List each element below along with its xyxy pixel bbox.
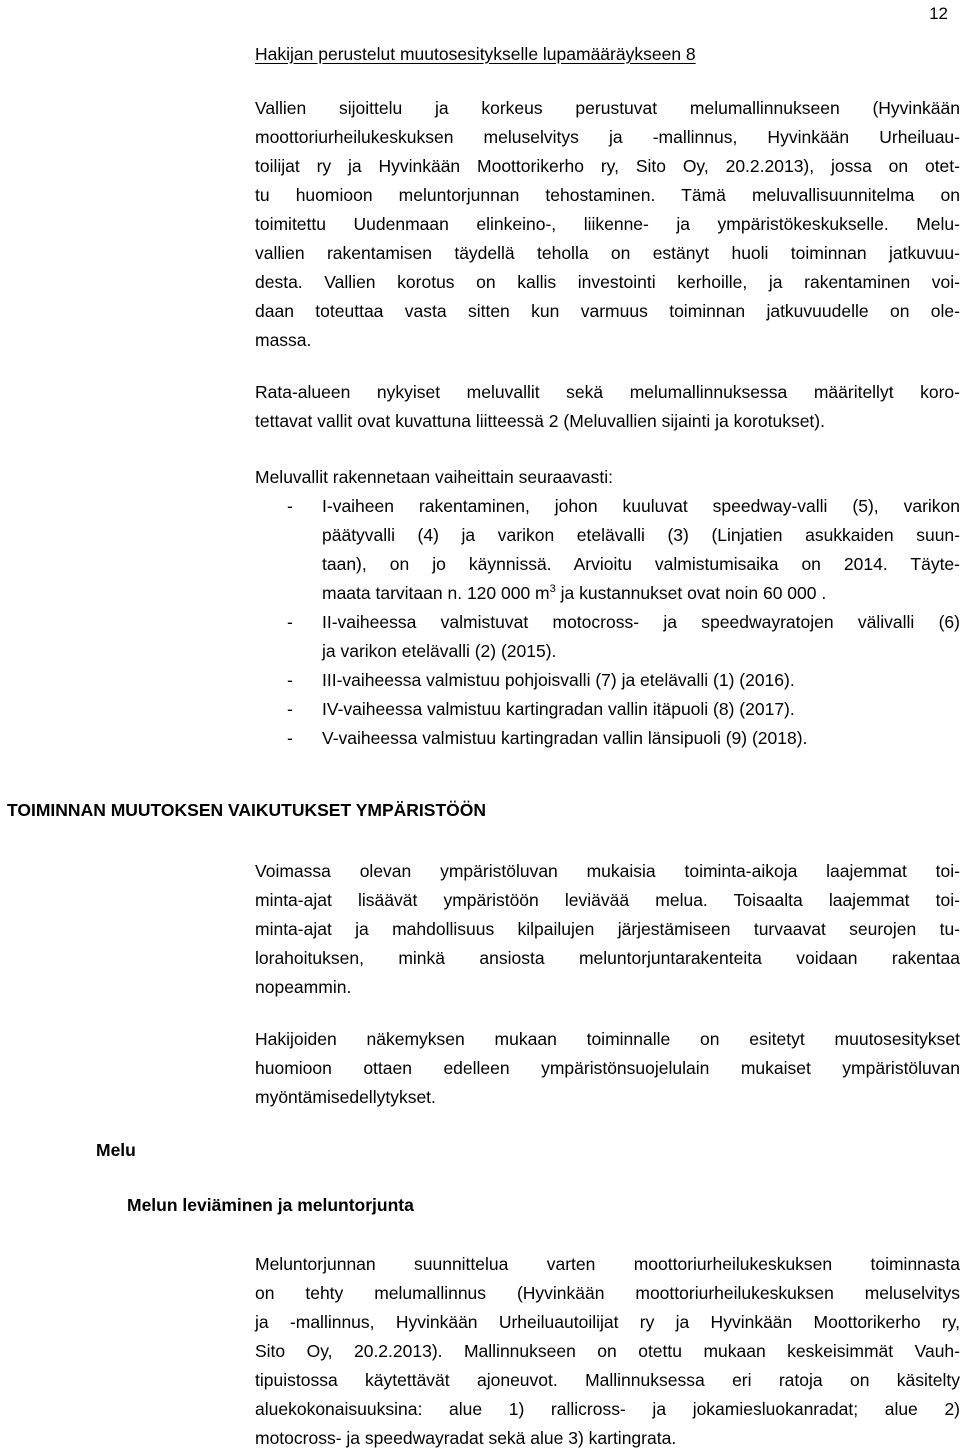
text-line: Meluntorjunnan suunnittelua varten moottoriurheilukeskuksen toiminnasta xyxy=(255,1254,960,1274)
text-line: daan toteuttaa vasta sitten kun varmuus toiminnan jatkuvuudelle on ole- xyxy=(255,301,960,321)
text-line: lorahoituksen, minkä ansiosta meluntorjuntarakenteita voidaan rakentaa xyxy=(255,948,960,968)
list-item xyxy=(287,695,960,724)
text-line: nopeammin. xyxy=(255,977,352,997)
list-dash: - xyxy=(287,612,293,632)
text-line: minta-ajat ja mahdollisuus kilpailujen järjestämiseen turvaavat seurojen tu- xyxy=(255,919,960,939)
text-line: tettavat vallit ovat kuvattuna liitteessä 2 (Meluvallien sijainti ja korotukset). xyxy=(255,411,825,431)
list-dash: - xyxy=(287,699,293,719)
sub-heading-melun-leviaminen: Melun leviäminen ja meluntorjunta xyxy=(127,1195,414,1215)
text-line: II-vaiheessa valmistuvat motocross- ja speedwayratojen välivalli (6) xyxy=(322,612,960,632)
text-line: toilijat ry ja Hyvinkään Moottorikerho ry, Sito Oy, 20.2.2013), jossa on otet- xyxy=(255,156,960,176)
text-line: aluekokonaisuuksina: alue 1) rallicross- ja jokamiesluokanradat; alue 2) xyxy=(255,1399,960,1419)
text-line: motocross- ja speedwayradat sekä alue 3) kartingrata. xyxy=(255,1428,677,1448)
construction-phase-list xyxy=(287,492,960,753)
text-line: myöntämisedellytykset. xyxy=(255,1087,436,1107)
text-line: ja varikon etelävalli (2) (2015). xyxy=(322,641,557,661)
text-line: Sito Oy, 20.2.2013). Mallinnukseen on otettu mukaan keskeisimmät Vauh- xyxy=(255,1341,960,1361)
text-line: V-vaiheessa valmistuu kartingradan vallin länsipuoli (9) (2018). xyxy=(322,728,808,748)
text-line: Meluvallit rakennetaan vaiheittain seuraavasti: xyxy=(255,467,613,487)
text-line: desta. Vallien korotus on kallis investointi kerhoille, ja rakentaminen voi- xyxy=(255,272,960,292)
text-line: Hakijoiden näkemyksen mukaan toiminnalle on esitetyt muutosesitykset xyxy=(255,1029,960,1049)
text-line: päätyvalli (4) ja varikon etelävalli (3) (Linjatien asukkaiden suun- xyxy=(322,525,960,545)
paragraph-hakijoiden-nakemys xyxy=(255,1025,960,1112)
text-line: on tehty melumallinnus (Hyvinkään moottoriurheilukeskuksen meluselvitys xyxy=(255,1283,960,1303)
text-segment: maata tarvitaan n. 120 000 m xyxy=(322,583,550,603)
subsection-title: Hakijan perustelut muutosesitykselle lupamääräykseen 8 xyxy=(255,44,696,64)
list-dash: - xyxy=(287,496,293,516)
list-dash: - xyxy=(287,670,293,690)
text-line: Vallien sijoittelu ja korkeus perustuvat melumallinnukseen (Hyvinkään xyxy=(255,98,960,118)
paragraph-melumallinnus xyxy=(255,1250,960,1453)
main-section-heading: TOIMINNAN MUUTOKSEN VAIKUTUKSET YMPÄRISTÖÖN xyxy=(7,800,487,820)
text-line: moottoriurheilukeskuksen meluselvitys ja -mallinnus, Hyvinkään Urheiluau- xyxy=(255,127,960,147)
text-line: toimitettu Uudenmaan elinkeino-, liikenne- ja ympäristökeskukselle. Melu- xyxy=(255,214,960,234)
text-line: III-vaiheessa valmistuu pohjoisvalli (7) ja etelävalli (1) (2016). xyxy=(322,670,795,690)
paragraph-meluvallit-perustelut xyxy=(255,94,960,355)
superscript: 3 xyxy=(549,583,556,595)
side-heading-melu: Melu xyxy=(96,1140,136,1160)
paragraph-vaiheittain-intro xyxy=(255,463,960,492)
text-line: ja -mallinnus, Hyvinkään Urheiluautoilijat ry ja Hyvinkään Moottorikerho ry, xyxy=(255,1312,960,1332)
text-line: tipuistossa käytettävät ajoneuvot. Mallinnuksessa eri ratoja on käsitelty xyxy=(255,1370,960,1390)
paragraph-toiminta-ajat xyxy=(255,857,960,1002)
text-line: Voimassa olevan ympäristöluvan mukaisia toiminta-aikoja laajemmat toi- xyxy=(255,861,960,881)
list-dash: - xyxy=(287,728,293,748)
text-line: I-vaiheen rakentaminen, johon kuuluvat speedway-valli (5), varikon xyxy=(322,496,960,516)
text-line: huomioon ottaen edelleen ympäristönsuojelulain mukaiset ympäristöluvan xyxy=(255,1058,960,1078)
paragraph-rata-alue xyxy=(255,378,960,436)
text-line: IV-vaiheessa valmistuu kartingradan vallin itäpuoli (8) (2017). xyxy=(322,699,795,719)
text-line: massa. xyxy=(255,330,312,350)
list-item xyxy=(287,608,960,666)
list-item xyxy=(287,492,960,608)
text-line: Rata-alueen nykyiset meluvallit sekä melumallinnuksessa määritellyt koro- xyxy=(255,382,960,402)
list-item xyxy=(287,724,960,753)
text-line: vallien rakentamisen täydellä teholla on estänyt huoli toiminnan jatkuvuu- xyxy=(255,243,960,263)
text-line: minta-ajat lisäävät ympäristöön leviävää melua. Toisaalta laajemmat toi- xyxy=(255,890,960,910)
text-line: tu huomioon meluntorjunnan tehostaminen. Tämä meluvallisuunnitelma on xyxy=(255,185,960,205)
text-line xyxy=(322,579,960,608)
page-number: 12 xyxy=(929,4,948,23)
text-line: taan), on jo käynnissä. Arvioitu valmistumisaika on 2014. Täyte- xyxy=(322,554,960,574)
text-segment: ja kustannukset ovat noin 60 000 . xyxy=(555,583,827,603)
list-item xyxy=(287,666,960,695)
